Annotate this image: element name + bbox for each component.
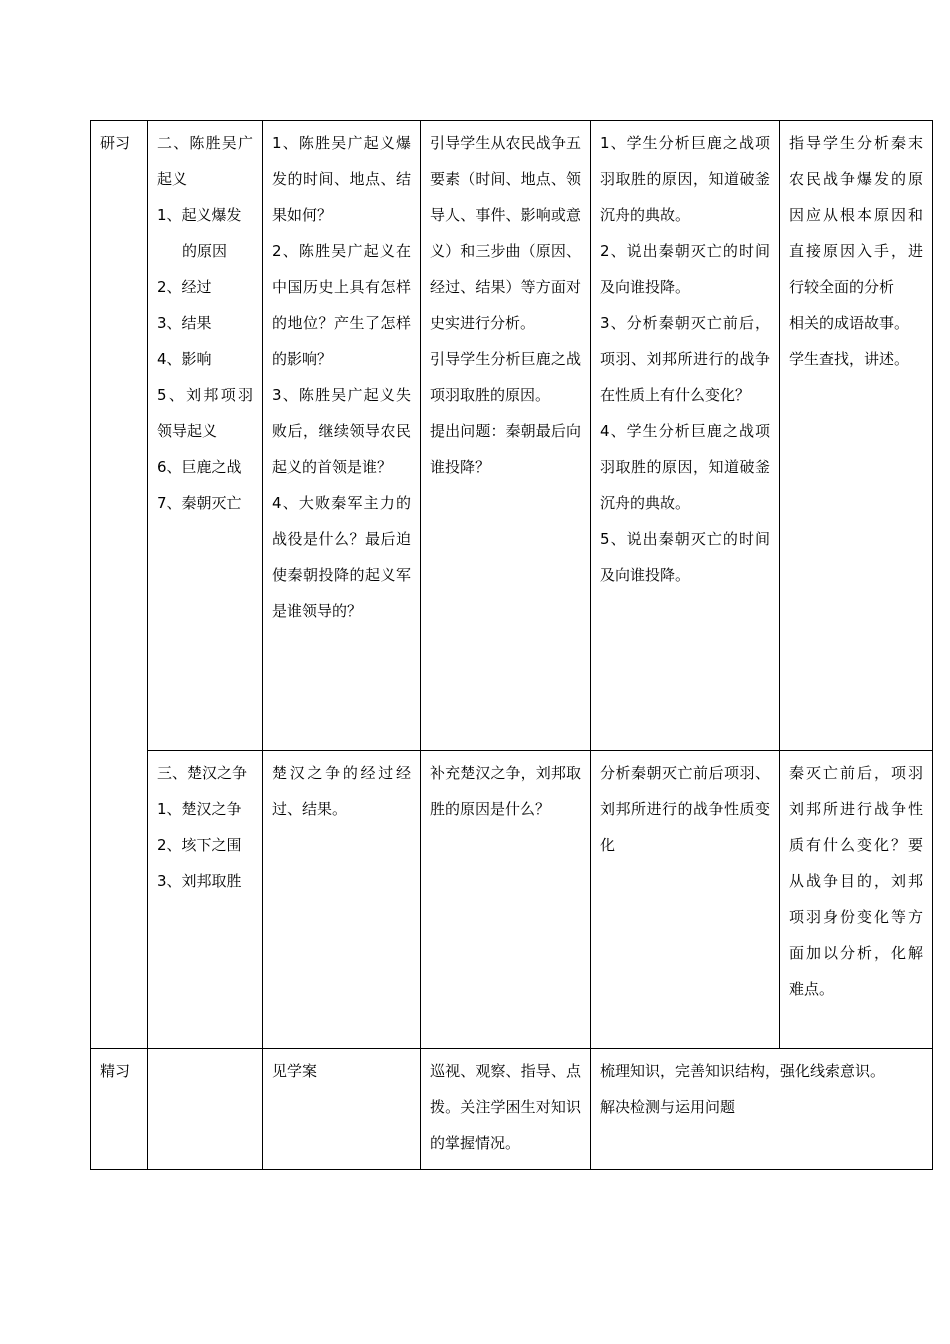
- content-line: 二、陈胜吴广起义: [157, 134, 253, 188]
- content-line: 5、刘邦项羽领导起义: [157, 386, 253, 440]
- teacher-text: 引导学生从农民战争五要素（时间、地点、领导人、事件、影响或意义）和三步曲（原因、经过、结果）等方面对史实进行分析。: [430, 134, 581, 332]
- teacher-activity-cell: [421, 121, 591, 751]
- student-activity-cell: [591, 751, 780, 1049]
- student-notes-text: 梳理知识，完善知识结构，强化线索意识。: [600, 1062, 886, 1080]
- student-text: 2、说出秦朝灭亡的时间及向谁投降。: [600, 242, 770, 296]
- questions-cell: [263, 1049, 421, 1170]
- content-line: 的原因: [182, 242, 228, 260]
- question-text: 3、陈胜吴广起义失败后，继续领导农民起义的首领是谁？: [272, 386, 411, 476]
- teacher-text: 提出问题：秦朝最后向谁投降？: [430, 422, 581, 476]
- student-activity-cell: [591, 121, 780, 751]
- teacher-text: 巡视、观察、指导、点拨。关注学困生对知识的掌握情况。: [430, 1062, 581, 1152]
- notes-cell: [780, 121, 933, 751]
- question-text: 4、大败秦军主力的战役是什么？最后迫使秦朝投降的起义军是谁领导的？: [272, 494, 411, 620]
- content-cell: [148, 121, 263, 751]
- content-line: 3、刘邦取胜: [157, 872, 242, 890]
- student-text: 1、学生分析巨鹿之战项羽取胜的原因，知道破釜沉舟的典故。: [600, 134, 770, 224]
- content-line: 6、巨鹿之战: [157, 458, 242, 476]
- content-line: 4、影响: [157, 350, 212, 368]
- questions-cell: [263, 751, 421, 1049]
- question-text: 1、陈胜吴广起义爆发的时间、地点、结果如何？: [272, 134, 411, 224]
- content-cell: [148, 1049, 263, 1170]
- student-text: 4、学生分析巨鹿之战项羽取胜的原因，知道破釜沉舟的典故。: [600, 422, 770, 512]
- notes-text: 指导学生分析秦末农民战争爆发的原因应从根本原因和直接原因入手，进行较全面的分析: [789, 134, 923, 296]
- table-row: [91, 121, 933, 751]
- content-line: 3、结果: [157, 314, 212, 332]
- teacher-activity-cell: [421, 751, 591, 1049]
- student-notes-text: 解决检测与运用问题: [600, 1098, 736, 1116]
- content-line: 2、经过: [157, 278, 212, 296]
- teacher-activity-cell: [421, 1049, 591, 1170]
- content-line: 1、楚汉之争: [157, 800, 242, 818]
- lesson-plan-table: [90, 120, 933, 1170]
- question-text: 楚汉之争的经过经过、结果。: [272, 764, 411, 818]
- question-text: 2、陈胜吴广起义在中国历史上具有怎样的地位？产生了怎样的影响？: [272, 242, 411, 368]
- phase-cell: 研习: [91, 121, 148, 1049]
- student-notes-cell: [591, 1049, 933, 1170]
- notes-cell: [780, 751, 933, 1049]
- student-text: 3、分析秦朝灭亡前后，项羽、刘邦所进行的战争在性质上有什么变化？: [600, 314, 770, 404]
- content-line: 三、楚汉之争: [157, 764, 248, 782]
- content-cell: [148, 751, 263, 1049]
- student-text: 5、说出秦朝灭亡的时间及向谁投降。: [600, 530, 770, 584]
- table-row: [91, 1049, 933, 1170]
- question-text: 见学案: [272, 1062, 318, 1080]
- table-row: [91, 751, 933, 1049]
- content-line: 2、垓下之围: [157, 836, 242, 854]
- content-line: 1、起义爆发: [157, 206, 242, 224]
- notes-text: 相关的成语故事。: [789, 314, 910, 332]
- content-line: 7、秦朝灭亡: [157, 494, 242, 512]
- notes-text: 秦灭亡前后，项羽刘邦所进行战争性质有什么变化？要从战争目的，刘邦项羽身份变化等方面加以分析，化解难点。: [789, 764, 923, 998]
- teacher-text: 补充楚汉之争，刘邦取胜的原因是什么？: [430, 764, 581, 818]
- phase-cell: 精习: [91, 1049, 148, 1170]
- notes-text: 学生查找，讲述。: [789, 350, 910, 368]
- questions-cell: [263, 121, 421, 751]
- teacher-text: 引导学生分析巨鹿之战项羽取胜的原因。: [430, 350, 581, 404]
- student-text: 分析秦朝灭亡前后项羽、刘邦所进行的战争性质变化: [600, 764, 770, 854]
